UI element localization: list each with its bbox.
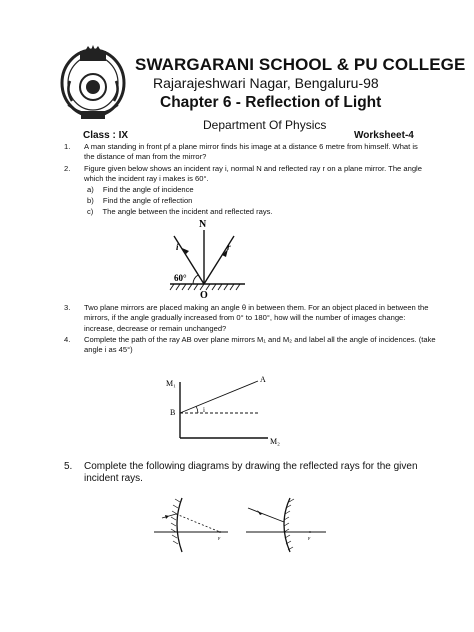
subpart-text: The angle between the incident and reflected rays. [102, 207, 273, 216]
question-text: Complete the following diagrams by drawing the reflected rays for the given incident rays. [84, 461, 418, 484]
question-text: Complete the path of the ray AB over plane mirrors M₁ and M₂ and label all the angle of incidences. (take angle i as 45°) [84, 335, 436, 355]
reflected-label: r [227, 242, 231, 252]
subpart-c [87, 207, 273, 217]
normal-label: N [199, 219, 207, 230]
focus-label-right: F [308, 536, 311, 541]
subpart-number: c) [87, 207, 94, 216]
b-label: B [170, 408, 176, 417]
question-5 [64, 461, 436, 485]
worksheet-label: Worksheet-4 [354, 130, 414, 141]
question-1 [64, 142, 430, 163]
chapter-title: Chapter 6 - Reflection of Light [160, 94, 382, 111]
school-logo [58, 45, 128, 125]
incident-label: i [176, 242, 179, 252]
subpart-text: Find the angle of reflection [102, 196, 193, 205]
focus-label-left: F [218, 536, 221, 541]
subpart-number: a) [87, 185, 94, 194]
department: Department Of Physics [203, 118, 327, 132]
question-number: 3. [64, 303, 71, 312]
subpart-text: Find the angle of incidence [102, 185, 194, 194]
subpart-a [87, 185, 194, 195]
figure-spherical-mirrors [150, 494, 340, 560]
school-name: SWARGARANI SCHOOL & PU COLLEGE [135, 55, 466, 74]
angle-i-label: i [203, 406, 205, 414]
question-text: Figure given below shows an incident ray i, normal N and reflected ray r on a plane mirror. The angle which the incident ray i makes is 60°. [84, 164, 422, 184]
question-number: 4. [64, 335, 71, 344]
question-number: 1. [64, 142, 71, 151]
question-3 [64, 303, 436, 334]
subpart-number: b) [87, 196, 94, 205]
figure-two-mirrors [166, 372, 290, 452]
angle-label: 60° [174, 273, 187, 283]
m1-label: M₁ [166, 379, 176, 388]
figure-reflection-diagram [160, 218, 260, 304]
m2-label: M₂ [270, 437, 280, 446]
subpart-b [87, 196, 192, 206]
question-number: 5. [64, 461, 73, 472]
a-label: A [260, 375, 266, 384]
question-4 [64, 335, 436, 356]
question-number: 2. [64, 164, 71, 173]
question-2 [64, 164, 430, 185]
class-label: Class : IX [83, 130, 129, 141]
question-text: A man standing in front pf a plane mirror finds his image at a distance 6 metre from himself. What is the distance of man from the mirror? [84, 142, 418, 162]
question-text: Two plane mirrors are placed making an angle θ in between them. For an object placed in between the mirrors, if the angle gradually increased from 0° to 180°, how will the number of images change: increase, decrease or remain unchanged? [84, 303, 429, 333]
school-address: Rajarajeshwari Nagar, Bengaluru-98 [153, 75, 379, 91]
origin-label: O [200, 290, 208, 301]
